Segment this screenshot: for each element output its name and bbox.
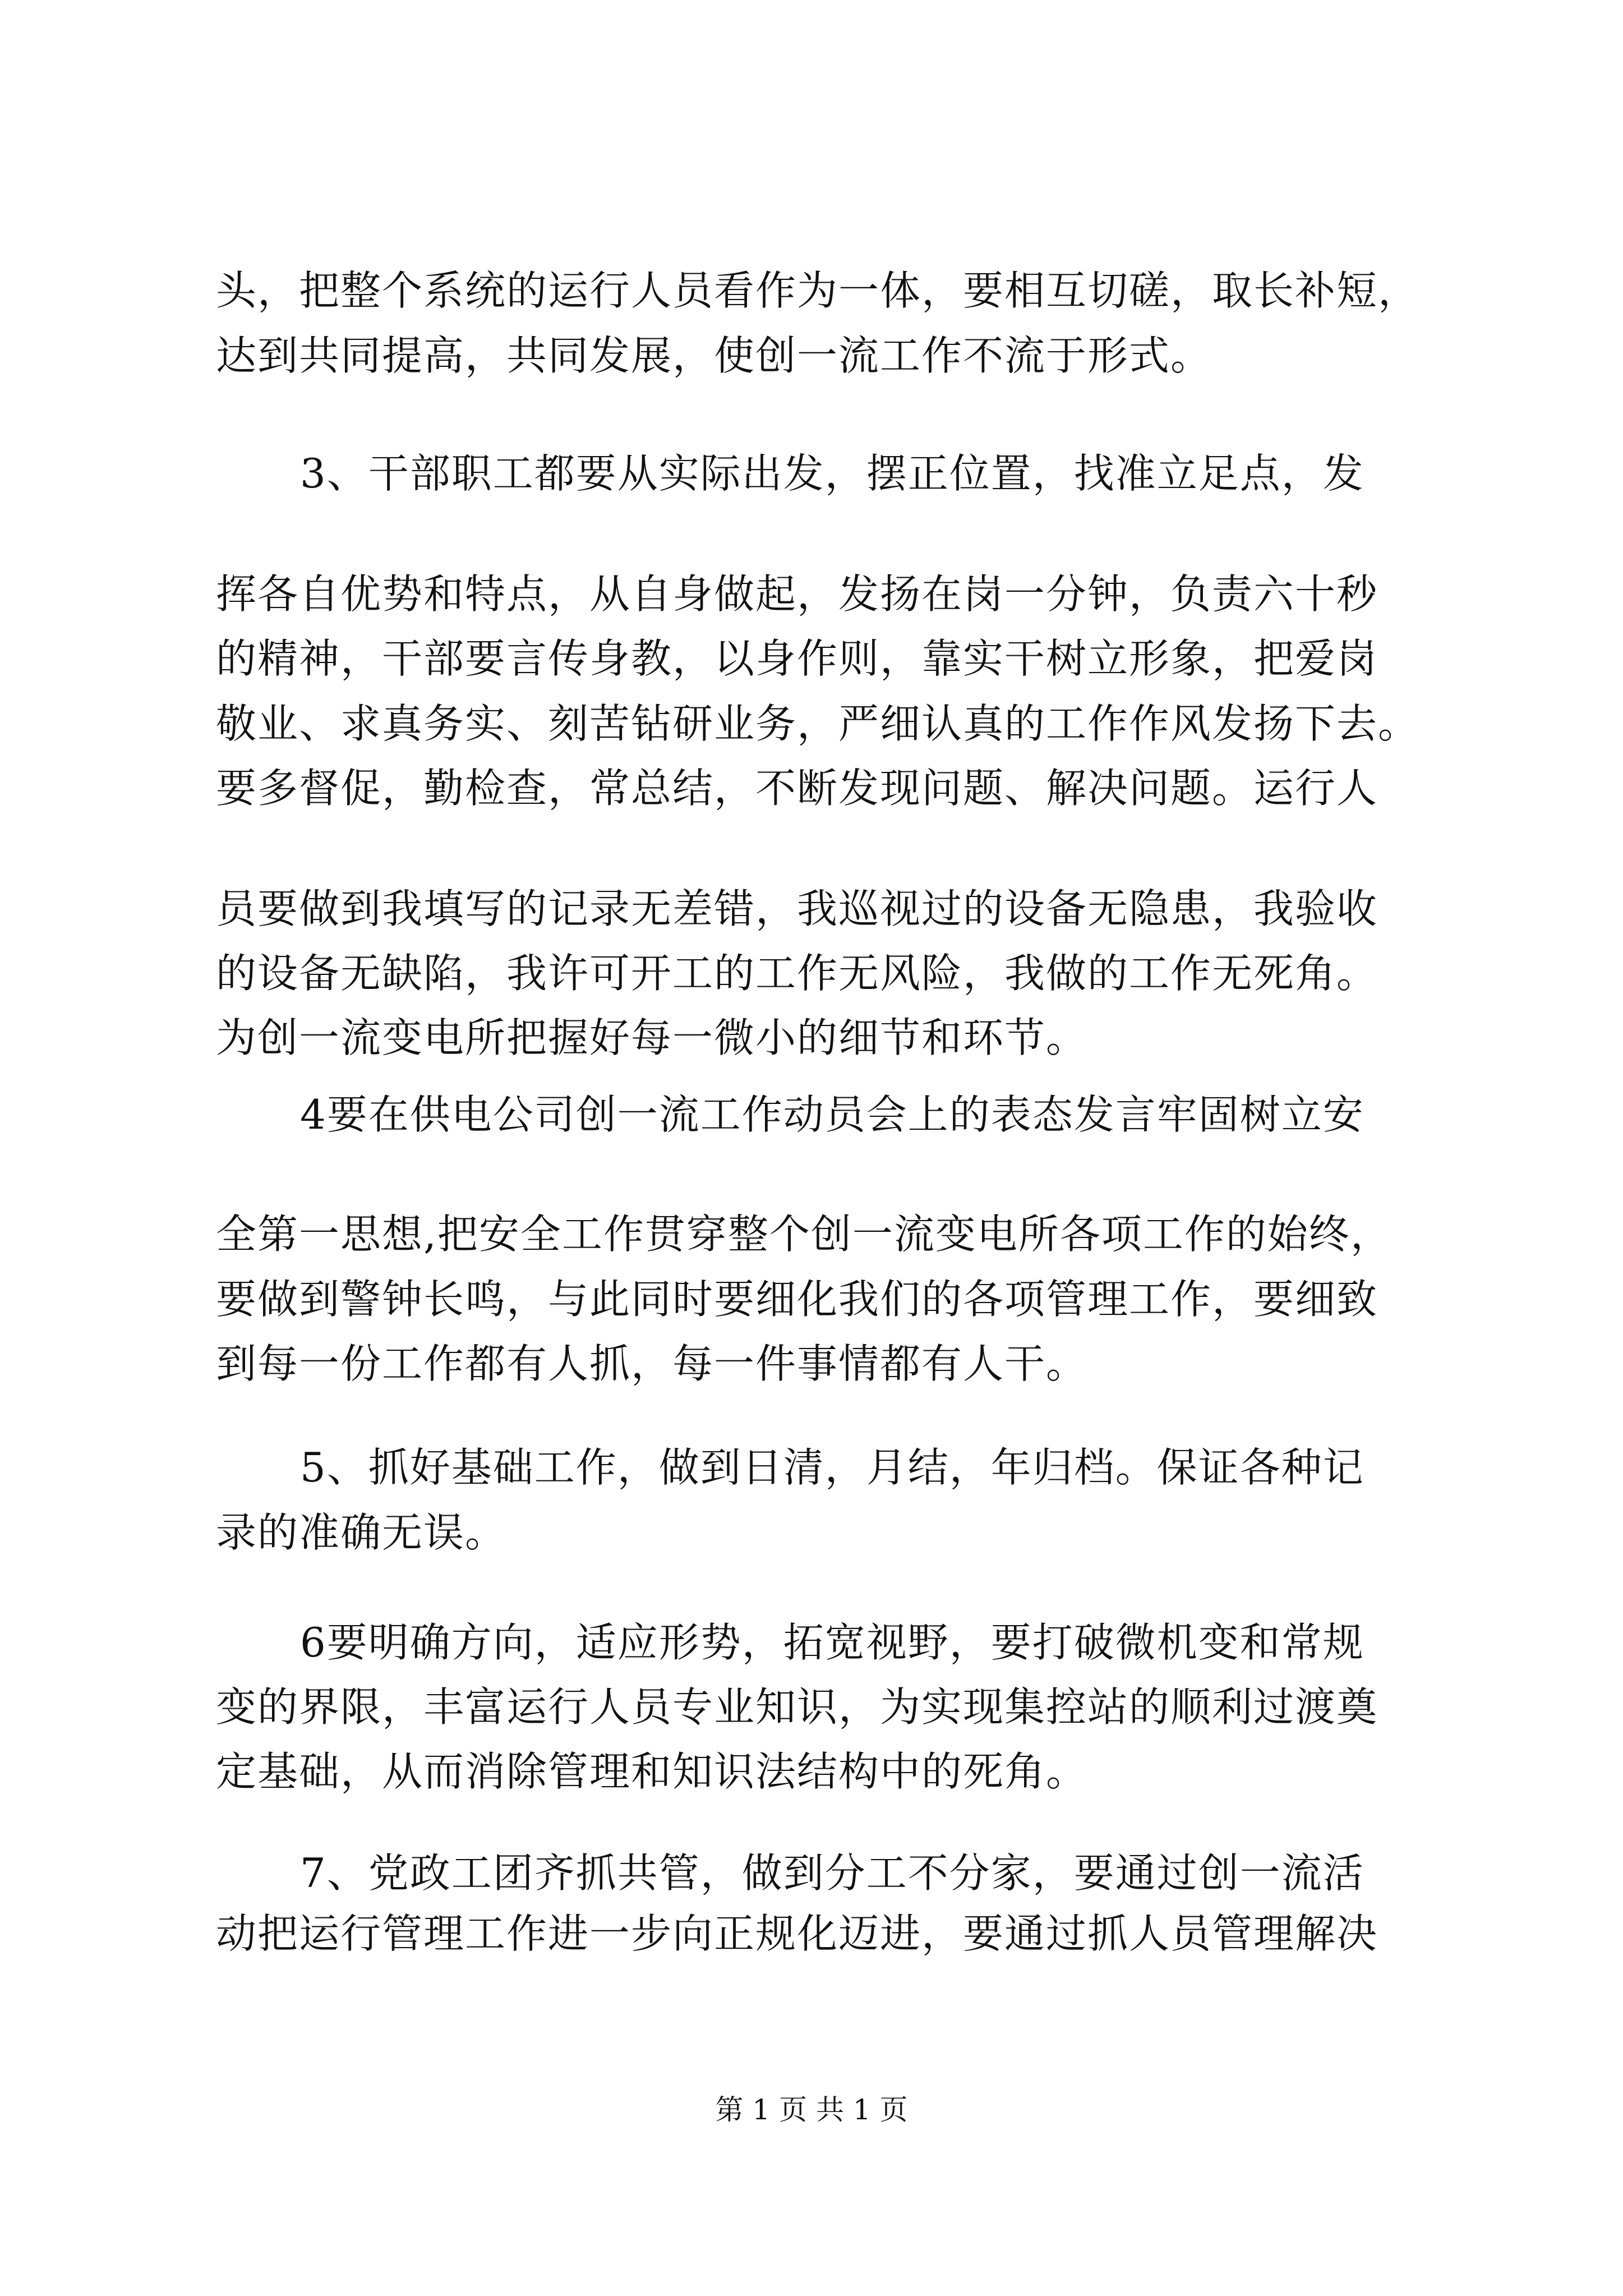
text-line: 头，把整个系统的运行人员看作为一体，要相互切磋，取长补短， <box>216 267 1420 314</box>
paragraph-6-line: 6要明确方向，适应形势，拓宽视野，要打破微机变和常规 <box>300 1619 1364 1666</box>
text-line: 挥各自优势和特点，从自身做起，发扬在岗一分钟，负责六十秒 <box>216 570 1378 618</box>
text-line: 达到共同提高，共同发展，使创一流工作不流于形式。 <box>216 332 1212 379</box>
text-line: 的精神，干部要言传身教，以身作则，靠实干树立形象，把爱岗 <box>216 635 1378 682</box>
text-line: 全第一思想,把安全工作贯穿整个创一流变电所各项工作的始终， <box>216 1211 1392 1258</box>
text-line: 变的界限，丰富运行人员专业知识，为实现集控站的顺利过渡奠 <box>216 1683 1378 1731</box>
text-line: 为创一流变电所把握好每一微小的细节和环节。 <box>216 1014 1088 1061</box>
text-line: 录的准确无误。 <box>216 1509 507 1556</box>
paragraph-5-line: 5、抓好基础工作，做到日清，月结，年归档。保证各种记 <box>300 1444 1364 1491</box>
text-line: 到每一份工作都有人抓，每一件事情都有人干。 <box>216 1340 1088 1387</box>
page-footer: 第 1 页 共 1 页 <box>715 2093 908 2126</box>
paragraph-7-line: 7、党政工团齐抓共管，做到分工不分家，要通过创一流活 <box>300 1849 1364 1897</box>
text-line: 员要做到我填写的记录无差错，我巡视过的设备无隐患，我验收 <box>216 885 1378 932</box>
text-line: 动把运行管理工作进一步向正规化迈进，要通过抓人员管理解决 <box>216 1910 1378 1957</box>
text-line: 的设备无缺陷，我许可开工的工作无风险，我做的工作无死角。 <box>216 950 1378 997</box>
text-line: 要做到警钟长鸣，与此同时要细化我们的各项管理工作，要细致 <box>216 1276 1378 1323</box>
text-line: 敬业、求真务实、刻苦钻研业务，严细认真的工作作风发扬下去。 <box>216 700 1420 747</box>
paragraph-4-line: 4要在供电公司创一流工作动员会上的表态发言牢固树立安 <box>300 1091 1364 1138</box>
text-line: 要多督促，勤检查，常总结，不断发现问题、解决问题。运行人 <box>216 765 1378 812</box>
text-line: 定基础，从而消除管理和知识法结构中的死角。 <box>216 1748 1088 1795</box>
paragraph-3-line: 3、干部职工都要从实际出发，摆正位置，找准立足点，发 <box>300 450 1364 497</box>
